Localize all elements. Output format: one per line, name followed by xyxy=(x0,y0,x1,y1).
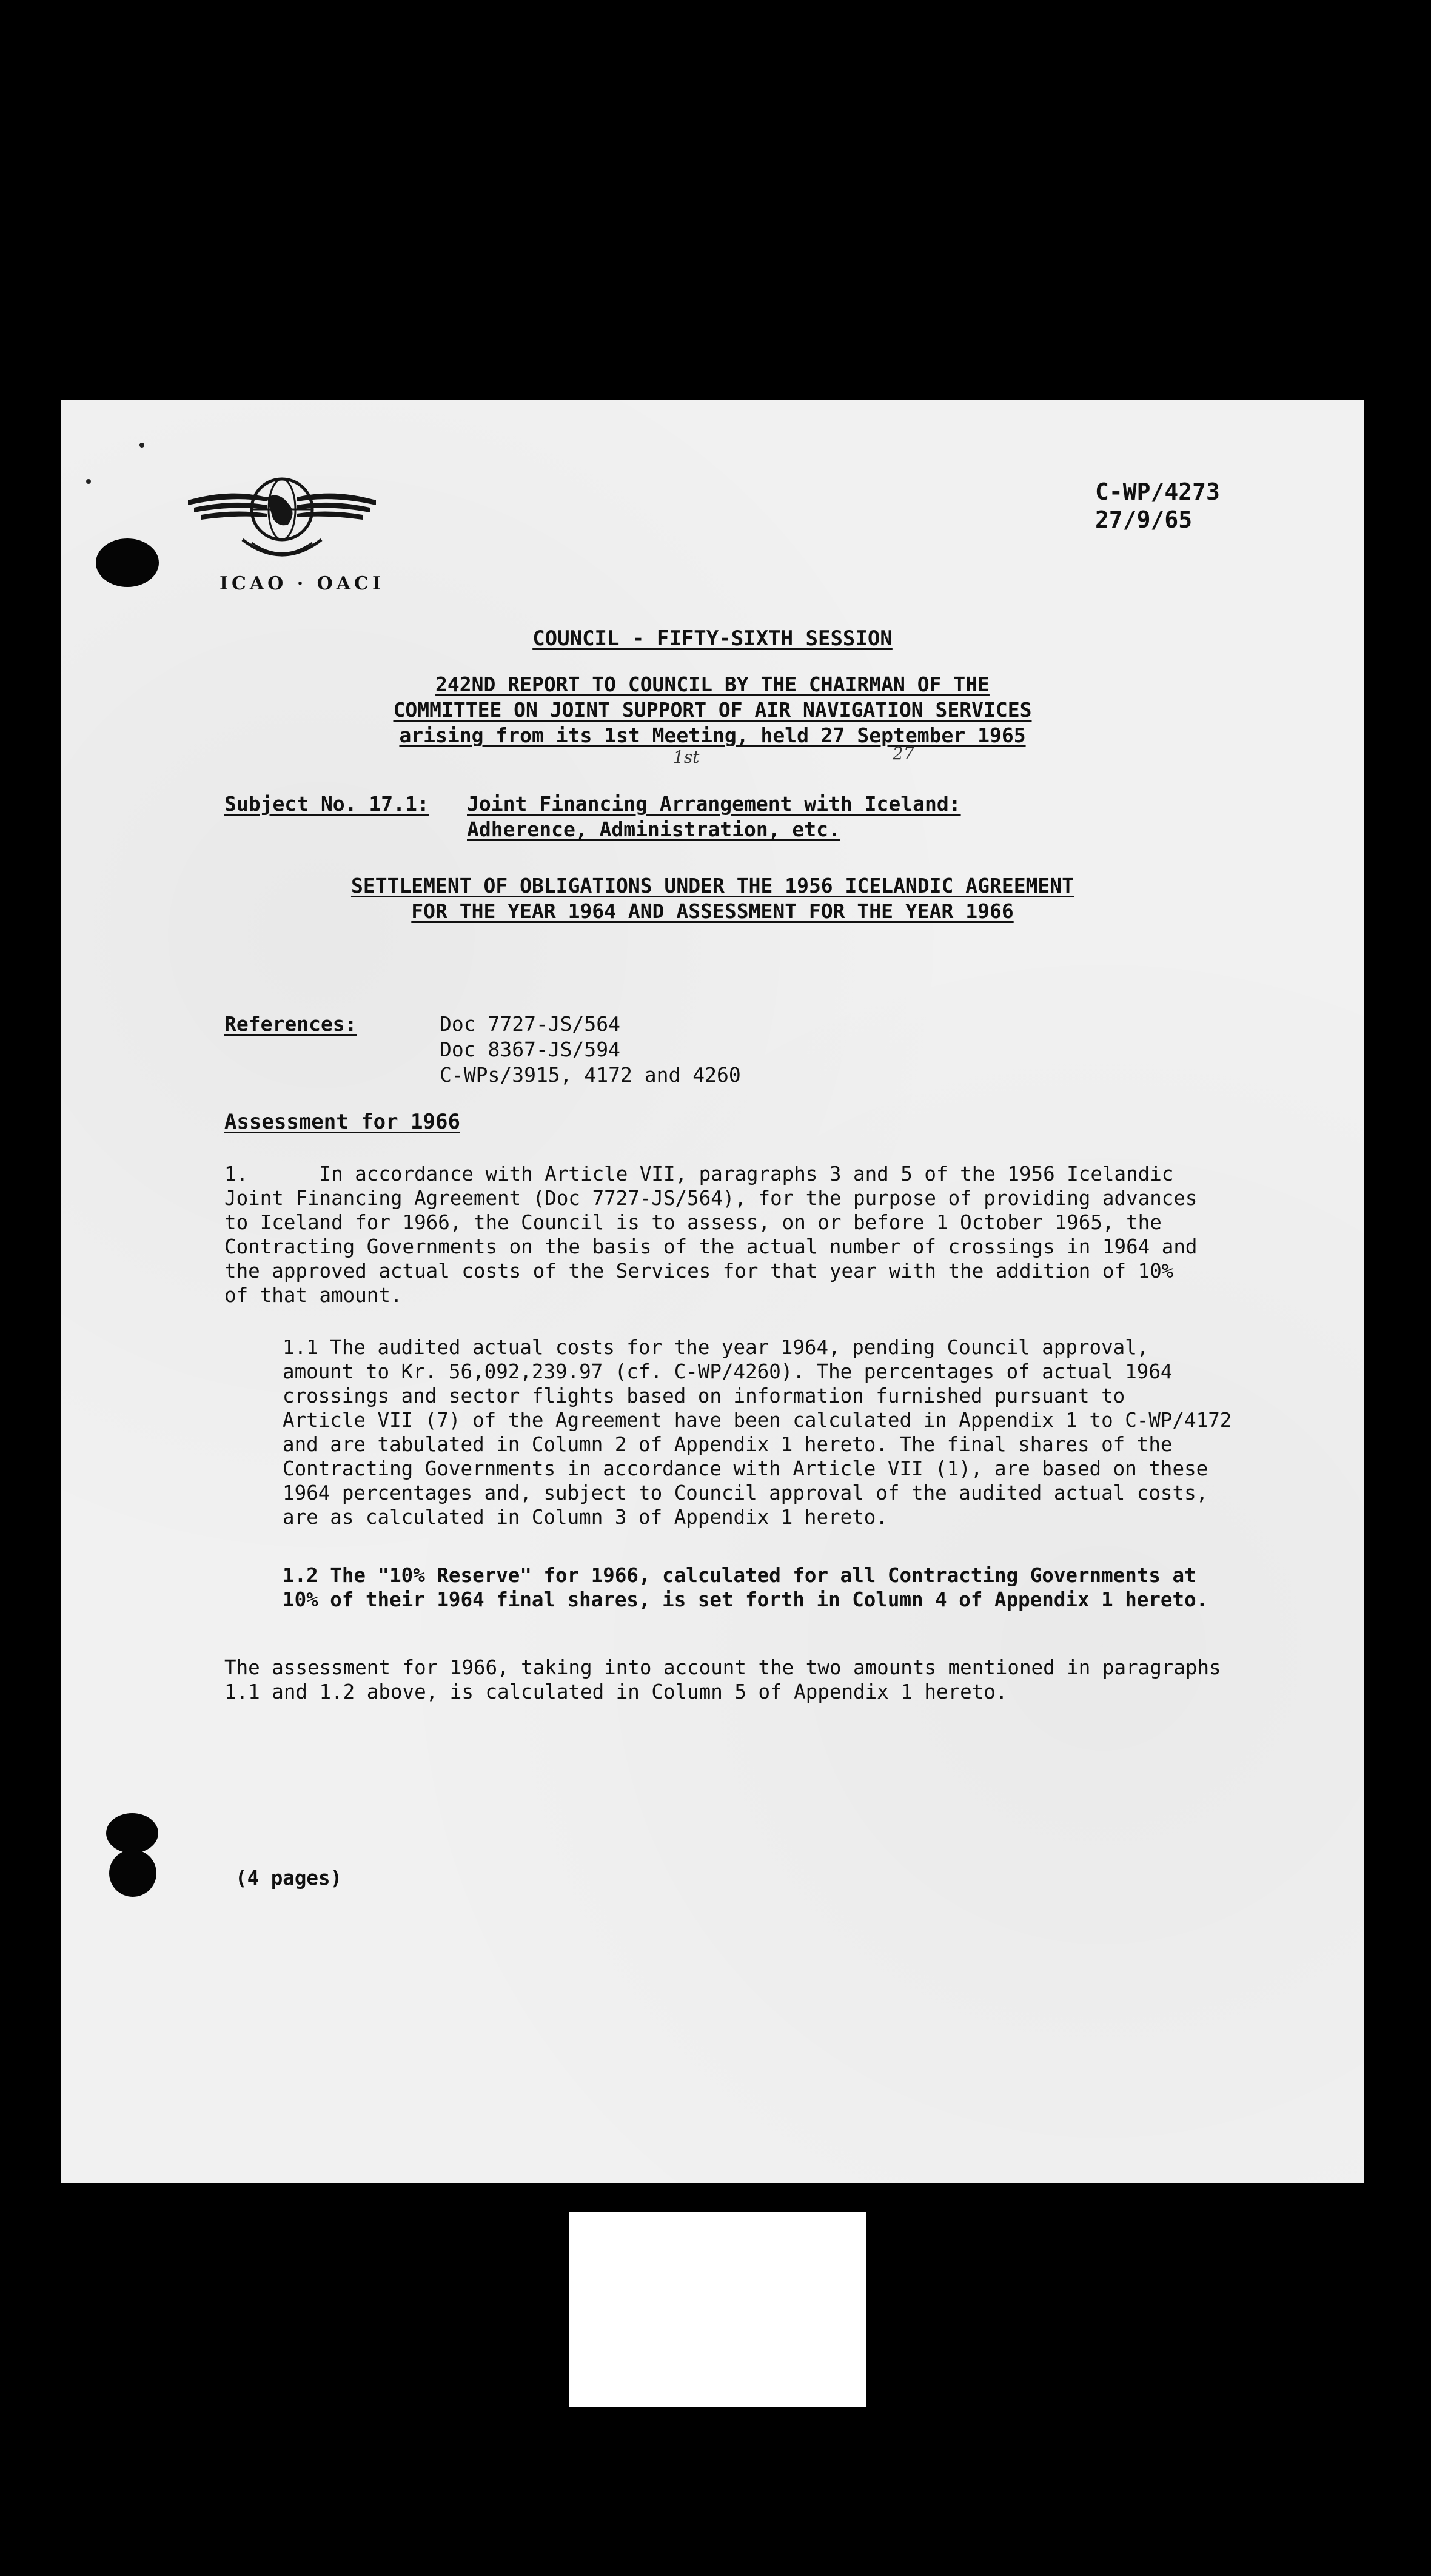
paragraph-line: crossings and sector flights based on information furnished pursuant to xyxy=(283,1384,1125,1407)
hole-punch-mark xyxy=(106,1813,158,1853)
paragraph-line: 1.2 The "10% Reserve" for 1966, calculated for all Contracting Governments at xyxy=(283,1564,1196,1587)
paragraph-line: 1.1 and 1.2 above, is calculated in Column 5 of Appendix 1 hereto. xyxy=(224,1680,1008,1703)
reference-item: C-WPs/3915, 4172 and 4260 xyxy=(440,1063,741,1087)
paragraph-line: Contracting Governments on the basis of the actual number of crossings in 1964 and xyxy=(224,1235,1198,1258)
reference-item: Doc 8367-JS/594 xyxy=(440,1038,621,1061)
handwritten-mark: 1st xyxy=(673,747,700,767)
references-block xyxy=(224,1011,741,1088)
paragraph-line: Joint Financing Agreement (Doc 7727-JS/564), for the purpose of providing advances xyxy=(224,1187,1198,1210)
paragraph-line: 1964 percentages and, subject to Council approval of the audited actual costs, xyxy=(283,1481,1208,1504)
hole-punch-mark xyxy=(96,538,159,587)
handwritten-mark: 27 xyxy=(893,743,914,763)
paragraph-line: 1. In accordance with Article VII, paragraphs 3 and 5 of the 1956 Icelandic xyxy=(224,1162,1174,1186)
section-heading: Assessment for 1966 xyxy=(224,1110,460,1134)
subject-label: Subject No. 17.1: xyxy=(224,792,429,816)
settlement-line: FOR THE YEAR 1964 AND ASSESSMENT FOR THE YEAR 1966 xyxy=(411,899,1014,923)
reference-number: C-WP/4273 xyxy=(1095,478,1220,505)
paragraph-line: Article VII (7) of the Agreement have been calculated in Appendix 1 to C-WP/4172 xyxy=(283,1409,1232,1432)
paragraph-line: to Iceland for 1966, the Council is to assess, on or before 1 October 1965, the xyxy=(224,1211,1162,1234)
report-title xyxy=(61,672,1364,748)
subject-line: Joint Financing Arrangement with Iceland: xyxy=(467,792,961,816)
paragraph-line: of that amount. xyxy=(224,1284,403,1307)
settlement-line: SETTLEMENT OF OBLIGATIONS UNDER THE 1956 ICELANDIC AGREEMENT xyxy=(350,874,1074,897)
reference-item: Doc 7727-JS/564 xyxy=(440,1012,621,1036)
document-reference xyxy=(1095,478,1220,534)
report-title-line: 242ND REPORT TO COUNCIL BY THE CHAIRMAN OF THE xyxy=(435,673,990,696)
report-title-line: COMMITTEE ON JOINT SUPPORT OF AIR NAVIGATION SERVICES xyxy=(393,698,1032,722)
paragraph-1-2 xyxy=(283,1563,1208,1612)
paragraph-line: 10% of their 1964 final shares, is set forth in Column 4 of Appendix 1 hereto. xyxy=(283,1588,1208,1611)
paragraph-line: 1.1 The audited actual costs for the year 1964, pending Council approval, xyxy=(283,1336,1149,1359)
paragraph-1-1 xyxy=(283,1335,1232,1529)
document-page xyxy=(61,400,1364,2183)
paragraph-line: the approved actual costs of the Services for that year with the addition of 10% xyxy=(224,1259,1174,1283)
paragraph-line: Contracting Governments in accordance with Article VII (1), are based on these xyxy=(283,1457,1208,1480)
ink-speck xyxy=(86,479,91,484)
report-title-line: arising from its 1st Meeting, held 27 September 1965 xyxy=(399,723,1026,747)
paragraph-line: are as calculated in Column 3 of Appendix 1 hereto. xyxy=(283,1506,888,1529)
logo-caption: ICAO · OACI xyxy=(220,573,384,594)
settlement-heading xyxy=(61,873,1364,924)
blank-label-card xyxy=(569,2212,866,2407)
page-count: (4 pages) xyxy=(235,1867,343,1890)
paragraph-line: and are tabulated in Column 2 of Appendix 1 hereto. The final shares of the xyxy=(283,1433,1173,1456)
session-title: COUNCIL - FIFTY-SIXTH SESSION xyxy=(532,626,893,651)
subject-line: Adherence, Administration, etc. xyxy=(467,817,840,841)
paragraph-1 xyxy=(224,1162,1197,1307)
reference-date: 27/9/65 xyxy=(1095,506,1193,533)
ink-speck xyxy=(139,443,144,448)
paragraph-2 xyxy=(224,1655,1221,1704)
paragraph-line: The assessment for 1966, taking into account the two amounts mentioned in paragraphs xyxy=(224,1656,1221,1679)
references-label: References: xyxy=(224,1012,357,1036)
paragraph-line: amount to Kr. 56,092,239.97 (cf. C-WP/4260). The percentages of actual 1964 xyxy=(283,1360,1173,1383)
subject-block xyxy=(224,791,961,842)
hole-punch-mark xyxy=(109,1850,156,1897)
